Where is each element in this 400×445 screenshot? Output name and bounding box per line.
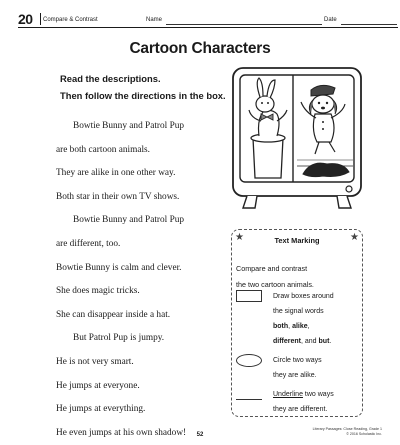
- separator: ,: [307, 323, 310, 330]
- underline-symbol-icon: [236, 399, 262, 400]
- story-line[interactable]: Bowtie Bunny is calm and clever.: [56, 262, 182, 273]
- worksheet-header: [18, 13, 388, 29]
- story-line[interactable]: He is not very smart.: [56, 356, 134, 367]
- date-label: Date: [324, 17, 337, 23]
- text-marking-title: Text Marking: [274, 236, 320, 245]
- underline-instruction-text: [273, 387, 361, 417]
- box-instruction-text: [273, 289, 361, 349]
- separator: ,: [288, 323, 293, 330]
- signal-words-line: [273, 334, 361, 349]
- page-title: Cartoon Characters: [129, 40, 271, 57]
- signal-word-alike: alike: [292, 323, 308, 330]
- circle-symbol-icon: [236, 354, 262, 367]
- story-line[interactable]: Both star in their own TV shows.: [56, 191, 180, 202]
- name-field[interactable]: [166, 24, 322, 25]
- circle-instruction-text: [273, 353, 361, 383]
- name-label: Name: [146, 17, 163, 23]
- intro-line: Compare and contrast: [236, 264, 308, 273]
- story-line[interactable]: are both cartoon animals.: [56, 144, 150, 155]
- tv-illustration: [231, 66, 363, 211]
- tv-leg-left: [243, 196, 257, 208]
- tv-knob: [346, 186, 352, 192]
- underline-word: Underline: [273, 391, 303, 398]
- separator: , and: [301, 338, 319, 345]
- underline-instruction-line: they are different.: [273, 406, 328, 413]
- star-icon: ★: [350, 232, 359, 243]
- story-passage: [56, 120, 231, 445]
- story-line[interactable]: Bowtie Bunny and Patrol Pup: [73, 215, 185, 226]
- separator: .: [329, 338, 332, 345]
- story-line[interactable]: are different, too.: [56, 238, 121, 249]
- directions-line: Then follow the directions in the box.: [60, 90, 226, 101]
- footer-credit-line: Literary Passages: Close Reading, Grade 1: [312, 427, 382, 431]
- header-rule: [18, 27, 398, 28]
- story-line[interactable]: She can disappear inside a hat.: [56, 309, 171, 320]
- header-page-number: 20: [18, 11, 33, 27]
- star-icon: ★: [235, 232, 244, 243]
- footer-credit: [313, 427, 382, 437]
- story-line[interactable]: She does magic tricks.: [56, 286, 140, 297]
- story-line[interactable]: They are alike in one other way.: [56, 168, 176, 179]
- circle-instruction-line: they are alike.: [273, 372, 317, 379]
- header-divider: [40, 13, 41, 25]
- tv-drawing: [231, 66, 363, 211]
- story-line[interactable]: But Patrol Pup is jumpy.: [73, 333, 165, 344]
- story-line[interactable]: He jumps at everything.: [56, 404, 146, 415]
- intro-line: the two cartoon animals.: [236, 280, 314, 289]
- directions-line: Read the descriptions.: [60, 73, 161, 84]
- tv-leg-right: [337, 196, 351, 208]
- circle-instruction-line: Circle two ways: [273, 357, 322, 364]
- box-symbol-icon: [236, 290, 262, 302]
- underline-rest: two ways: [302, 391, 334, 398]
- text-marking-box: [231, 229, 363, 417]
- footer-page-number: 52: [196, 432, 204, 438]
- signal-word-but: but: [318, 338, 330, 345]
- story-line[interactable]: He jumps at everyone.: [56, 380, 140, 391]
- story-line[interactable]: He even jumps at his own shadow!: [56, 427, 187, 438]
- signal-words-line: [273, 319, 361, 334]
- text-marking-header: [231, 229, 363, 249]
- footer-credit-line: © 2016 Scholastic Inc.: [346, 432, 382, 436]
- signal-word-different: different: [273, 338, 301, 345]
- box-instruction-line: Draw boxes around: [273, 293, 334, 300]
- underline-instruction-line: [273, 387, 361, 402]
- box-instruction-line: the signal words: [273, 308, 324, 315]
- story-line[interactable]: Bowtie Bunny and Patrol Pup: [73, 121, 185, 131]
- header-skill: Compare & Contrast: [43, 17, 98, 23]
- directions: [60, 70, 226, 104]
- date-field[interactable]: [341, 24, 397, 25]
- signal-word-both: both: [273, 323, 289, 330]
